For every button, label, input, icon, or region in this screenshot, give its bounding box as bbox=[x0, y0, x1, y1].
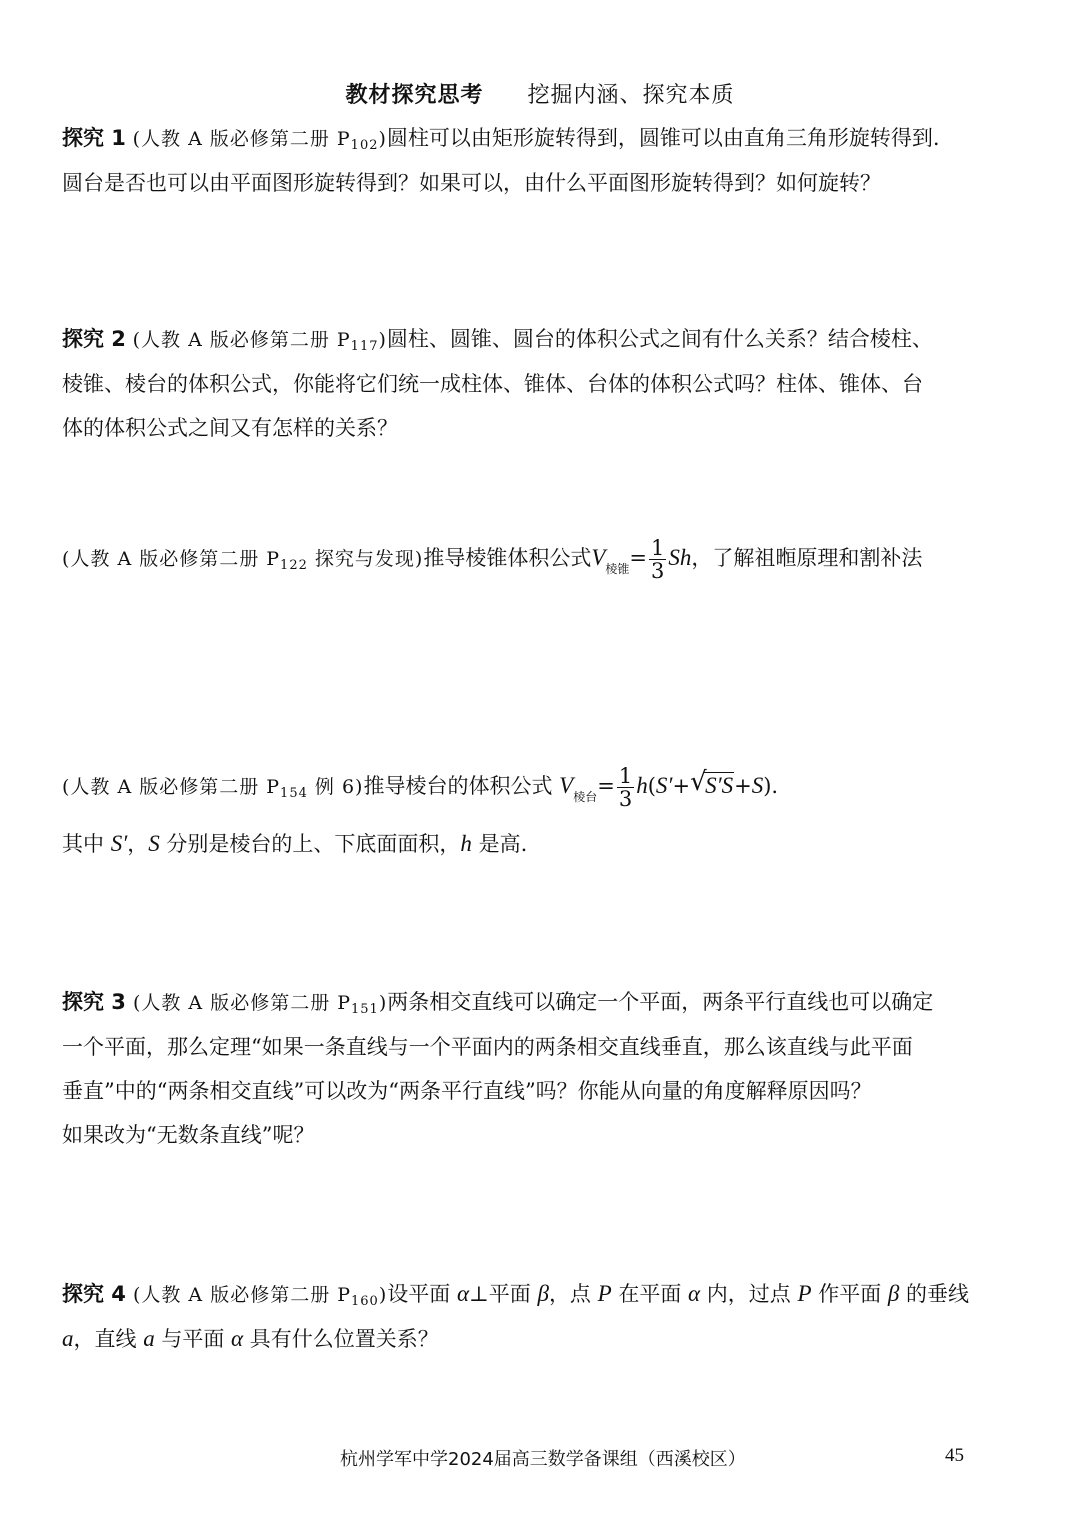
inquiry-4-l2-t3: 具有什么位置关系？ bbox=[243, 1327, 439, 1351]
formula-fraction bbox=[617, 763, 634, 811]
inquiry-3-line-4: 如果改为“无数条直线”呢？ bbox=[62, 1123, 315, 1147]
inquiry-3-line-3: 垂直”中的“两条相交直线”可以改为“两条平行直线”吗？你能从向量的角度解释原因吗？ bbox=[62, 1079, 872, 1103]
inquiry-1 bbox=[62, 116, 1022, 205]
inquiry-2-source-text: (人教 A 版必修第二册 P bbox=[132, 329, 351, 351]
var-alpha: α bbox=[688, 1281, 701, 1306]
inquiry-1-lead: 探究 1 bbox=[62, 126, 126, 150]
var-a: a bbox=[62, 1326, 74, 1351]
note-frustum-source-text: (人教 A 版必修第二册 P bbox=[62, 776, 281, 798]
inquiry-4-t2: ⊥平面 bbox=[469, 1282, 538, 1306]
inquiry-2-page: 117 bbox=[350, 339, 379, 354]
formula-v: V bbox=[559, 773, 574, 798]
inquiry-3-lead: 探究 3 bbox=[62, 990, 126, 1014]
note-frustum-line-1 bbox=[62, 764, 1022, 810]
formula-paren-close: ). bbox=[763, 774, 779, 798]
formula-s-prime: S′ bbox=[655, 773, 673, 798]
note-frustum-line-2 bbox=[62, 822, 1022, 866]
var-s: S bbox=[148, 830, 160, 856]
note-pyramid-source bbox=[62, 548, 424, 573]
title-subtitle: 挖掘内涵、探究本质 bbox=[527, 83, 735, 108]
inquiry-2-line-2: 棱锥、棱台的体积公式，你能将它们统一成柱体、锥体、台体的体积公式吗？柱体、锥体、台 bbox=[62, 372, 923, 396]
inquiry-4-t7: 的垂线 bbox=[899, 1282, 970, 1306]
note-frustum bbox=[62, 764, 1022, 866]
var-beta: β bbox=[537, 1281, 549, 1306]
inquiry-4-t4: 在平面 bbox=[611, 1282, 689, 1306]
var-a: a bbox=[143, 1326, 155, 1351]
note-pyramid bbox=[62, 536, 1022, 582]
note-frustum-page: 154 bbox=[280, 786, 308, 801]
formula-plus-2: + bbox=[734, 774, 752, 798]
inquiry-4-t6: 作平面 bbox=[811, 1282, 888, 1306]
inquiry-4-t1: 设平面 bbox=[387, 1282, 457, 1306]
inquiry-4-t3: ，点 bbox=[548, 1282, 598, 1306]
inquiry-2-text: 圆柱、圆锥、圆台的体积公式之间有什么关系？结合棱柱、 bbox=[386, 327, 933, 351]
note-pyramid-text: 推导棱锥体积公式 bbox=[423, 546, 592, 570]
page-title bbox=[0, 78, 1080, 109]
inquiry-4 bbox=[62, 1272, 1022, 1361]
inquiry-2-source bbox=[132, 329, 387, 354]
inquiry-4-line-1 bbox=[62, 1272, 1022, 1317]
var-alpha: α bbox=[456, 1281, 470, 1306]
footer-school: 杭州学军中学2024届高三数学备课组（西溪校区） bbox=[340, 1449, 746, 1470]
inquiry-4-source bbox=[125, 1284, 388, 1309]
var-h: h bbox=[460, 830, 472, 856]
note-frustum-text: 推导棱台的体积公式 bbox=[363, 774, 560, 798]
inquiry-1-page: 102 bbox=[350, 138, 379, 153]
inquiry-1-text: 圆柱可以由矩形旋转得到，圆锥可以由直角三角形旋转得到. bbox=[386, 126, 940, 150]
formula-sqrt-content: S′S bbox=[705, 773, 734, 798]
formula-v: V bbox=[591, 545, 606, 570]
inquiry-3-source bbox=[125, 992, 388, 1017]
note-frustum-line-2-d: 是高. bbox=[471, 831, 528, 856]
formula-equals: = bbox=[629, 546, 648, 570]
inquiry-4-source-close: ) bbox=[378, 1284, 388, 1306]
inquiry-1-source bbox=[132, 128, 387, 153]
inquiry-3-text: 两条相交直线可以确定一个平面，两条平行直线也可以确定 bbox=[387, 990, 934, 1014]
inquiry-2-line-3: 体的体积公式之间又有怎样的关系？ bbox=[62, 416, 398, 440]
var-beta: β bbox=[887, 1281, 900, 1306]
inquiry-1-source-close: ) bbox=[378, 128, 387, 150]
var-p: P bbox=[797, 1281, 812, 1306]
formula-h: h bbox=[636, 773, 648, 798]
pyramid-volume-formula bbox=[591, 535, 692, 583]
inquiry-2-source-close: ) bbox=[378, 329, 387, 351]
formula-s: S bbox=[751, 773, 764, 798]
inquiry-2-lead: 探究 2 bbox=[62, 327, 126, 351]
var-p: P bbox=[597, 1281, 612, 1306]
title-main: 教材探究思考 bbox=[345, 83, 484, 108]
formula-sh: Sh bbox=[668, 545, 692, 570]
note-frustum-line-2-a: 其中 bbox=[62, 831, 111, 856]
inquiry-4-page: 160 bbox=[351, 1294, 379, 1309]
page-number: 45 bbox=[945, 1445, 964, 1466]
note-pyramid-page: 122 bbox=[280, 558, 308, 573]
note-frustum-source-tail: 例 6) bbox=[307, 776, 364, 798]
inquiry-4-l2-t2: 与平面 bbox=[154, 1327, 232, 1351]
inquiry-3-line-1 bbox=[62, 980, 1022, 1025]
formula-paren-open: ( bbox=[647, 774, 656, 798]
formula-subscript: 棱锥 bbox=[605, 562, 630, 576]
inquiry-1-source-text: (人教 A 版必修第二册 P bbox=[132, 128, 351, 150]
inquiry-3 bbox=[62, 980, 1022, 1157]
var-s-prime: S′ bbox=[110, 830, 128, 856]
inquiry-4-lead: 探究 4 bbox=[62, 1282, 126, 1306]
note-pyramid-after: ，了解祖暅原理和割补法 bbox=[691, 546, 923, 570]
inquiry-2 bbox=[62, 317, 1022, 450]
inquiry-4-l2-t1: ，直线 bbox=[73, 1327, 144, 1351]
formula-subscript: 棱台 bbox=[573, 790, 598, 804]
inquiry-3-source-close: ) bbox=[378, 992, 388, 1014]
frustum-volume-formula bbox=[559, 763, 779, 811]
inquiry-1-line-2: 圆台是否也可以由平面图形旋转得到？如果可以，由什么平面图形旋转得到？如何旋转？ bbox=[62, 171, 881, 195]
inquiry-3-source-text: (人教 A 版必修第二册 P bbox=[125, 992, 352, 1014]
note-frustum-line-2-c: 分别是棱台的上、下底面面积， bbox=[159, 831, 461, 856]
inquiry-2-line-1 bbox=[62, 317, 1022, 362]
note-pyramid-line bbox=[62, 536, 1022, 582]
inquiry-4-t5: 内，过点 bbox=[700, 1282, 798, 1306]
note-frustum-line-2-b: ， bbox=[127, 831, 149, 856]
fraction-denominator: 3 bbox=[651, 558, 665, 583]
inquiry-4-line-2 bbox=[62, 1317, 1022, 1361]
fraction-numerator: 1 bbox=[618, 763, 633, 788]
inquiry-3-page: 151 bbox=[351, 1002, 379, 1017]
fraction-denominator: 3 bbox=[618, 786, 633, 811]
inquiry-1-line-1 bbox=[62, 116, 1022, 161]
formula-equals: = bbox=[597, 774, 615, 798]
var-alpha: α bbox=[231, 1326, 244, 1351]
note-frustum-source bbox=[62, 776, 364, 801]
inquiry-3-line-2: 一个平面，那么定理“如果一条直线与一个平面内的两条相交直线垂直，那么该直线与此平面 bbox=[62, 1035, 913, 1059]
formula-sqrt bbox=[692, 764, 734, 808]
fraction-numerator: 1 bbox=[651, 535, 665, 560]
formula-fraction bbox=[649, 535, 666, 583]
inquiry-4-source-text: (人教 A 版必修第二册 P bbox=[125, 1284, 352, 1306]
formula-plus-1: + bbox=[672, 774, 691, 798]
note-pyramid-source-text: (人教 A 版必修第二册 P bbox=[62, 548, 281, 570]
note-pyramid-source-tail: 探究与发现) bbox=[307, 548, 424, 570]
